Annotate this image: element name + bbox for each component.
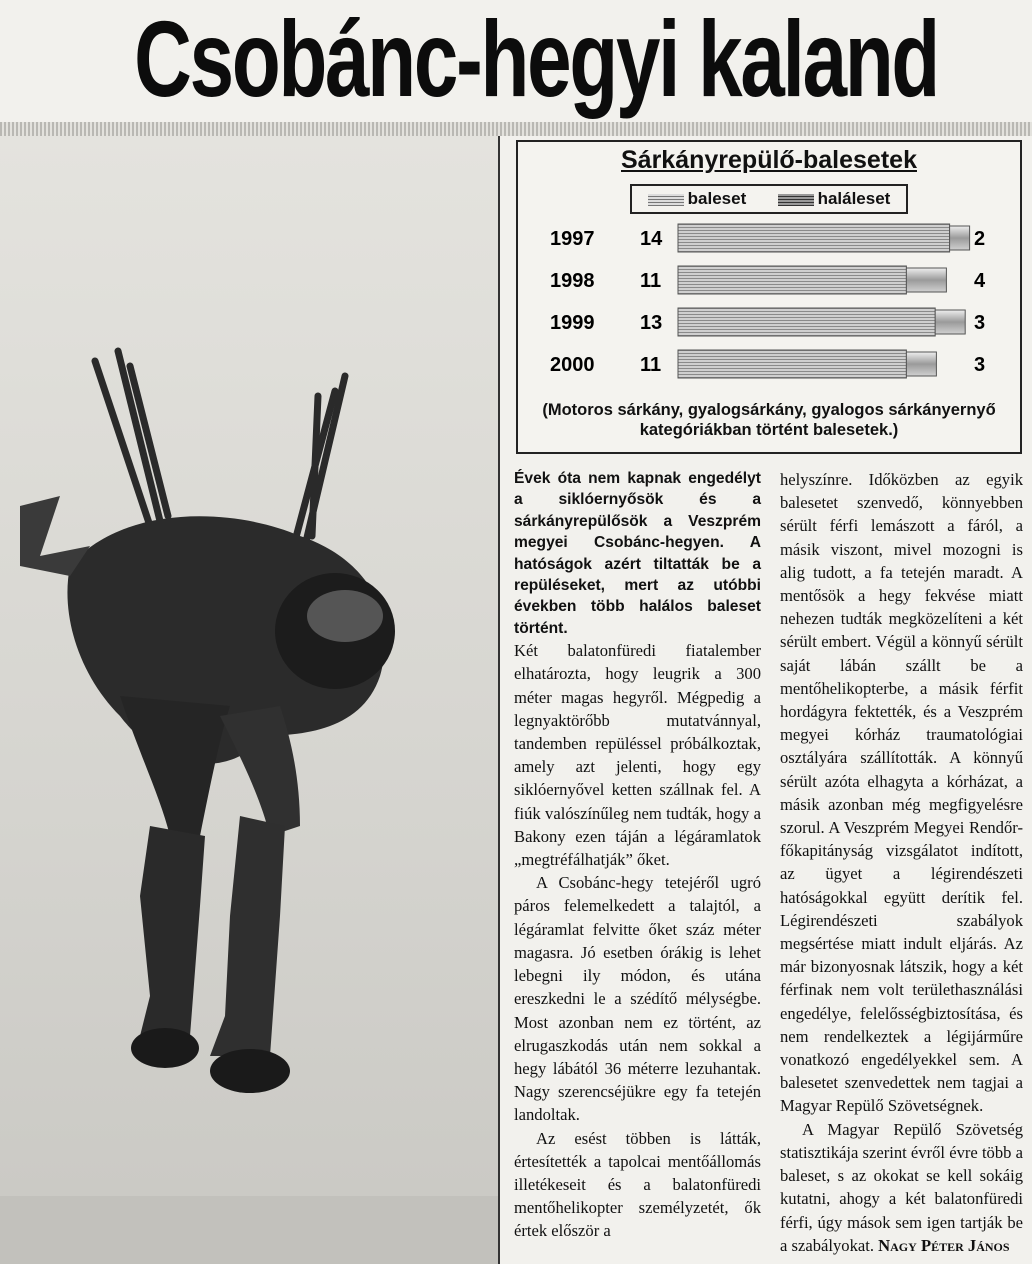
byline: Nagy Péter János [878,1235,1010,1255]
article-paragraph-1: Két balatonfüredi fiatalember elhatározta, hogy leugrik a 300 méter magas hegyről. Mégpedig a legnyaktörőbb mutatvánnyal, tandemben repüléssel próbálkoztak, amely azt jelenti, hogy egy siklóernyővel ketten szállnak fel. A fiúk valószínűleg nem tudták, hogy a Bakony ezen táján a légáramlatok „megtréfálhatják” őket. [514,641,761,870]
accident-bar [678,350,906,378]
fatality-bar [906,268,946,292]
legend-swatch-halaleset [778,194,814,206]
fatality-bar [935,310,965,334]
accident-count-label: 11 [640,270,662,292]
chart-title: Sárkányrepülő-balesetek [621,146,917,174]
accident-bar [678,308,935,336]
paraglider-photo [0,136,500,1264]
headline: Csobánc-hegyi kaland [134,0,939,119]
chart-plot [518,218,1020,398]
article-lead: Évek óta nem kapnak engedélyt a siklóernyősök és a sárkányrepülősök a Veszprém megyei Csobánc-hegyen. A hatóságok azért tiltatták be a repüléseket, mert az utóbbi években több halálos baleset történt. [514,470,761,637]
headline-rule [0,122,1032,136]
chart-note: (Motoros sárkány, gyalogsárkány, gyalogos sárkányernyő kategóriákban történt balesetek.) [542,401,996,439]
legend-label-baleset: baleset [687,189,747,208]
accident-count-label: 13 [640,312,663,334]
fatality-count-label: 2 [974,228,986,250]
article-column-1 [514,468,761,1243]
year-label: 1998 [550,270,595,292]
fatality-count-label: 4 [974,270,986,292]
legend-swatch-baleset [648,194,684,206]
article-paragraph-4-text: A Magyar Repülő Szövetség statisztikája szerint évről évre több a baleset, s az okokat se kell sokáig kutatni, ahogy a két balatonfüredi férfi, úgy mások sem igen tartják be a szabályokat. [780,1119,1023,1255]
accident-count-label: 11 [640,354,662,376]
legend-item-baleset [648,189,747,209]
year-label: 2000 [550,354,595,376]
fatality-count-label: 3 [974,354,986,376]
legend-item-halaleset [778,189,891,209]
article-column-2 [780,468,1023,1257]
year-label: 1999 [550,312,595,334]
accident-bar [678,266,906,294]
article-paragraph-2: A Csobánc-hegy tetejéről ugró páros felemelkedett a talajtól, a légáramlat felvitte őket száz méter magasra. Jó esetben órákig is lehet lebegni ily módon, és utána ereszkedni le a szédítő mélységbe. Most azonban nem ez történt, az elrugaszkodás után nem sokkal a hegy lábától 36 méterre lezuhantak. Nagy szerencséjükre egy fa tetején landoltak. [514,873,761,1125]
article-paragraph-3: Az esést többen is látták, értesítették a tapolcai mentőállomás illetékeseit és a balatonfüredi mentőhelikopter személyzetét, ők értek először a [514,1128,761,1241]
legend-label-halaleset: haláleset [817,189,891,208]
fatality-bar [950,226,970,250]
fatality-bar [906,352,936,376]
year-label: 1997 [550,228,595,250]
article-paragraph-4 [780,1118,1023,1257]
article-paragraph-3-continued: helyszínre. Időközben az egyik balesetet szenvedő, könnyebben sérült férfi lemászott a fáról, a másik viszont, mivel mozogni is alig tudott, a fa tetején maradt. A mentősök a hegy fekvése miatt nehezen tudták megközelíteni a két sérült embert. Végül a könnyű sérült saját lábán szállt be a mentőhelikopterbe, a másik férfit hordágyra fektették, és a Veszprém megyei kórház traumatológiai osztályára szállították. A könnyű sérült azóta elhagyta a kórházat, a másik azonban még megfigyelésre szorul. A Veszprém Megyei Rendőr-főkapitányság vizsgálatot indított, az ügyet a légirendészeti hatóságokkal együtt derítik fel. Légirendészeti szabályok megsértése miatt indult eljárás. Az már bizonyosnak látszik, hogy a két férfinak nem volt területhasználási engedélye, felelősségbiztosítása, és nem rendelkeztek a légijárműre vonatkozó engedélyekkel sem. A balesetet szenvedettek nem tagjai a Magyar Repülő Szövetségnek. [780,470,1023,1116]
chart-legend [630,184,908,214]
accident-count-label: 14 [640,228,663,250]
accident-chart [516,140,1022,454]
fatality-count-label: 3 [974,312,986,334]
accident-bar [678,224,950,252]
